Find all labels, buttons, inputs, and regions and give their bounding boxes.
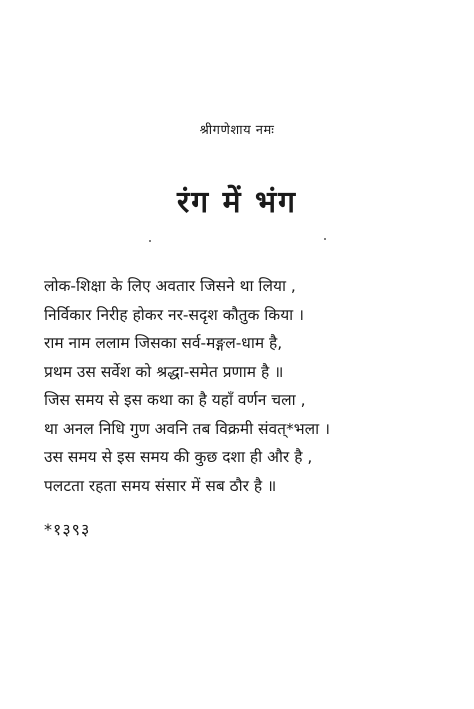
invocation-line: श्रीगणेशाय नमः — [199, 123, 275, 138]
verse-line-1: लोक-शिक्षा के लिए अवतार जिसने था लिया , — [44, 277, 296, 295]
footnote: *१३९३ — [44, 520, 91, 539]
verse-line-5: जिस समय से इस कथा का है यहाँ वर्णन चला , — [44, 391, 306, 409]
verse-line-2: निर्विकार निरीह होकर नर-सदृश कौतुक किया । — [44, 305, 304, 324]
verse-block — [44, 272, 444, 500]
verse-line-7: उस समय से इस समय की कुछ दशा ही और है , — [44, 448, 313, 466]
verse-line-8: पलटता रहता समय संसार में सब ठौर है ॥ — [44, 476, 277, 495]
verse-line-3: राम नाम ललाम जिसका सर्व-मङ्गल-धाम है, — [44, 334, 283, 352]
print-speck — [149, 240, 151, 242]
page-title: रंग में भंग — [177, 185, 297, 220]
print-speck — [324, 238, 326, 240]
verse-line-6: था अनल निधि गुण अवनि तब विक्रमी संवत्*भला । — [44, 419, 330, 438]
verse-line-4: प्रथम उस सर्वेश को श्रद्धा-समेत प्रणाम है ॥ — [44, 362, 284, 381]
